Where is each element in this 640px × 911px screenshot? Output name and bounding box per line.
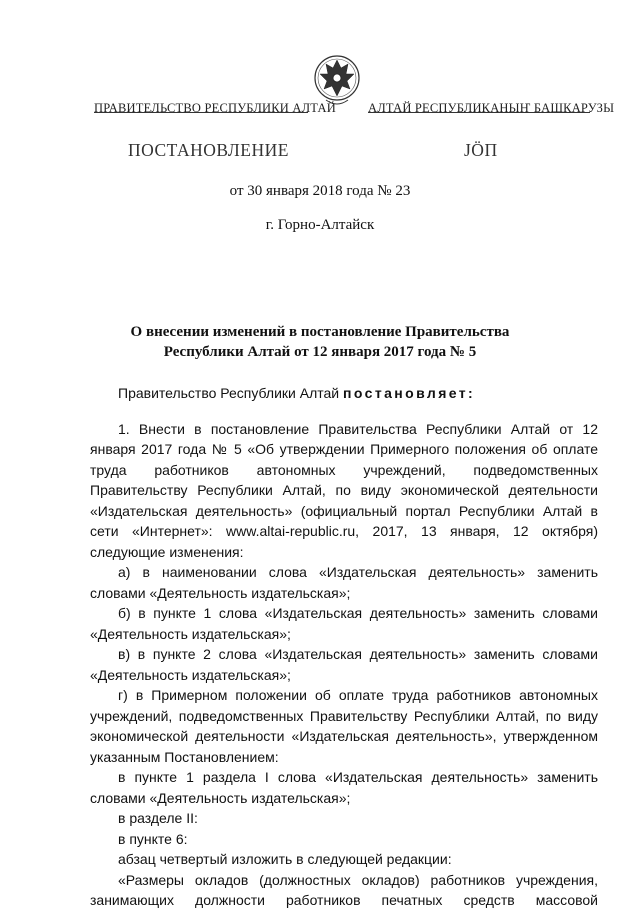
government-name-alt: АЛТАЙ РЕСПУБЛИКАНЫҤ БАШКАРУЗЫ — [368, 101, 615, 115]
item-g-sub-2: в разделе II: — [118, 810, 198, 826]
title-line: О внесении изменений в постановление Правительства — [130, 324, 510, 340]
item-a: а) в наименовании слова «Издательская деятельность» заменить словами «Деятельность издательская»; — [90, 564, 598, 601]
document-type: ПОСТАНОВЛЕНИЕ — [128, 140, 289, 160]
item-g-sub-6: занимающих должности работников печатных средств массовой — [90, 892, 598, 908]
intro-verb: постановляет: — [343, 385, 476, 401]
document-type-alt: JÖП — [464, 140, 498, 160]
government-name-ru: ПРАВИТЕЛЬСТВО РЕСПУБЛИКИ АЛТАЙ — [94, 101, 336, 115]
title-line: Республики Алтай от 12 января 2017 года № 5 — [163, 344, 477, 360]
document-city: г. Горно-Алтайск — [265, 217, 375, 233]
item-g-sub-3: в пункте 6: — [118, 830, 188, 847]
document-title — [0, 322, 640, 362]
intro-paragraph — [90, 383, 598, 404]
document-body — [90, 383, 598, 911]
paragraph-1: 1. Внести в постановление Правительства Республики Алтай от 12 января 2017 года № 5 «Об утверждении Примерного положения об оплате труда работников автономных учреждений, подведомственных Правительству Республики Алтай, по виду экономической деятельности «Издательская деятельность» (официальный портал Республики Алтай в сети «Интернет»: www.altai-republic.ru, 2017, 13 января, 12 октября) следующие изменения: — [90, 420, 598, 560]
document-date: от 30 января 2018 года № 23 — [229, 183, 411, 199]
item-g: г) в Примерном положении об оплате труда работников автономных учреждений, подведомственных Правительству Республики Алтай, по виду экономической деятельности «Издательская деятельность», утвержденном указанным Постановлением: — [90, 687, 598, 765]
item-g-sub-1: в пункте 1 раздела I слова «Издательская деятельность» заменить словами «Деятельность издательская»; — [90, 769, 598, 806]
item-g-sub-4: абзац четвертый изложить в следующей редакции: — [118, 851, 452, 867]
item-g-sub-5: «Размеры окладов (должностных окладов) работников учреждения, — [118, 871, 598, 888]
item-b: б) в пункте 1 слова «Издательская деятельность» заменить словами «Деятельность издательская»; — [90, 605, 598, 642]
intro-prefix: Правительство Республики Алтай — [118, 385, 344, 401]
item-v: в) в пункте 2 слова «Издательская деятельность» заменить словами «Деятельность издательская»; — [90, 646, 598, 683]
